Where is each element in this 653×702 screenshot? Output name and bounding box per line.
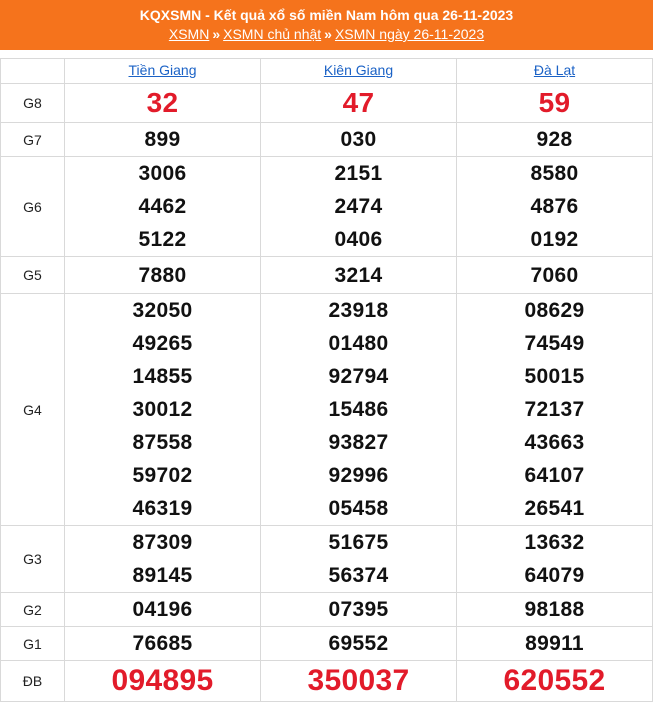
result-number: 30012 bbox=[132, 398, 193, 421]
result-number: 23918 bbox=[328, 299, 389, 322]
result-number: 47 bbox=[342, 87, 375, 118]
result-number: 030 bbox=[340, 128, 377, 151]
result-number: 89911 bbox=[525, 632, 584, 655]
result-cell bbox=[457, 84, 653, 123]
result-cell bbox=[65, 661, 261, 702]
result-number: 8580 bbox=[530, 162, 579, 185]
result-number: 50015 bbox=[524, 365, 585, 388]
result-cell bbox=[65, 593, 261, 627]
prize-row bbox=[1, 526, 653, 593]
result-cell bbox=[65, 123, 261, 157]
header-empty-cell bbox=[1, 59, 65, 84]
result-number: 93827 bbox=[328, 431, 389, 454]
result-number: 08629 bbox=[524, 299, 585, 322]
prize-row bbox=[1, 257, 653, 294]
result-number: 04196 bbox=[132, 598, 193, 621]
result-cell bbox=[65, 627, 261, 661]
prize-label: G1 bbox=[1, 627, 65, 661]
page-title: KQXSMN - Kết quả xổ số miền Nam hôm qua 26-11-2023 bbox=[139, 7, 514, 23]
result-number: 5122 bbox=[138, 228, 187, 251]
province-link-kien-giang[interactable]: Kiên Giang bbox=[323, 62, 394, 78]
result-number: 92996 bbox=[328, 464, 389, 487]
result-cell bbox=[261, 661, 457, 702]
result-cell bbox=[457, 257, 653, 294]
result-cell bbox=[457, 294, 653, 526]
prize-label: ĐB bbox=[1, 661, 65, 702]
result-number: 26541 bbox=[524, 497, 585, 520]
breadcrumb-xsmn-sunday[interactable]: XSMN chủ nhật bbox=[223, 26, 322, 42]
breadcrumb-separator: » bbox=[324, 26, 332, 42]
result-cell bbox=[261, 526, 457, 593]
result-number: 928 bbox=[536, 128, 573, 151]
result-number: 01480 bbox=[328, 332, 389, 355]
prize-row bbox=[1, 84, 653, 123]
result-number: 32050 bbox=[132, 299, 193, 322]
page-header bbox=[0, 0, 653, 50]
breadcrumb-xsmn-date[interactable]: XSMN ngày 26-11-2023 bbox=[334, 26, 485, 42]
province-link-da-lat[interactable]: Đà Lạt bbox=[533, 62, 576, 78]
result-cell bbox=[261, 157, 457, 257]
result-number: 14855 bbox=[132, 365, 193, 388]
result-number: 74549 bbox=[524, 332, 585, 355]
result-number: 59 bbox=[538, 87, 571, 118]
result-number: 46319 bbox=[132, 497, 193, 520]
result-cell bbox=[261, 627, 457, 661]
result-number: 13632 bbox=[524, 531, 585, 554]
result-number: 2474 bbox=[334, 195, 383, 218]
result-number: 76685 bbox=[132, 632, 193, 655]
result-number: 69552 bbox=[328, 632, 389, 655]
result-cell bbox=[65, 294, 261, 526]
result-number: 05458 bbox=[328, 497, 389, 520]
result-cell bbox=[65, 526, 261, 593]
result-cell bbox=[457, 123, 653, 157]
special-prize-number: 350037 bbox=[307, 664, 410, 697]
result-number: 07395 bbox=[328, 598, 389, 621]
breadcrumb-xsmn[interactable]: XSMN bbox=[168, 26, 210, 42]
result-cell bbox=[65, 157, 261, 257]
result-cell bbox=[457, 627, 653, 661]
result-cell bbox=[261, 257, 457, 294]
result-number: 899 bbox=[144, 128, 181, 151]
prize-row bbox=[1, 123, 653, 157]
prize-label: G4 bbox=[1, 294, 65, 526]
result-number: 2151 bbox=[334, 162, 383, 185]
province-header-cell bbox=[457, 59, 653, 84]
result-cell bbox=[261, 84, 457, 123]
result-cell bbox=[457, 593, 653, 627]
result-number: 4876 bbox=[530, 195, 579, 218]
result-number: 7880 bbox=[138, 263, 187, 287]
result-number: 98188 bbox=[524, 598, 585, 621]
result-number: 87309 bbox=[132, 531, 193, 554]
result-number: 92794 bbox=[328, 365, 389, 388]
result-cell bbox=[457, 526, 653, 593]
result-number: 3214 bbox=[334, 263, 383, 287]
result-number: 4462 bbox=[138, 195, 187, 218]
prize-label: G3 bbox=[1, 526, 65, 593]
prize-row bbox=[1, 294, 653, 526]
special-prize-number: 620552 bbox=[503, 664, 606, 697]
table-header-row bbox=[1, 59, 653, 84]
result-number: 64079 bbox=[524, 564, 585, 587]
result-cell bbox=[261, 593, 457, 627]
prize-label: G5 bbox=[1, 257, 65, 294]
result-number: 32 bbox=[146, 87, 179, 118]
province-header-cell bbox=[261, 59, 457, 84]
prize-row bbox=[1, 593, 653, 627]
prize-label: G8 bbox=[1, 84, 65, 123]
result-number: 15486 bbox=[328, 398, 389, 421]
prize-label: G7 bbox=[1, 123, 65, 157]
prize-label: G6 bbox=[1, 157, 65, 257]
result-number: 64107 bbox=[524, 464, 585, 487]
result-cell bbox=[457, 157, 653, 257]
result-cell bbox=[261, 123, 457, 157]
breadcrumb bbox=[0, 25, 653, 43]
results-table bbox=[0, 58, 653, 702]
prize-row bbox=[1, 661, 653, 702]
result-number: 7060 bbox=[530, 263, 579, 287]
prize-row bbox=[1, 157, 653, 257]
result-cell bbox=[65, 257, 261, 294]
result-number: 56374 bbox=[328, 564, 389, 587]
result-number: 59702 bbox=[132, 464, 193, 487]
breadcrumb-separator: » bbox=[212, 26, 221, 42]
result-cell bbox=[261, 294, 457, 526]
result-cell bbox=[65, 84, 261, 123]
result-number: 0192 bbox=[530, 228, 579, 251]
prize-label: G2 bbox=[1, 593, 65, 627]
result-number: 0406 bbox=[334, 228, 383, 251]
result-number: 43663 bbox=[524, 431, 585, 454]
result-number: 51675 bbox=[328, 531, 389, 554]
province-header-cell bbox=[65, 59, 261, 84]
province-link-tien-giang[interactable]: Tiền Giang bbox=[128, 62, 197, 78]
result-number: 49265 bbox=[132, 332, 193, 355]
result-number: 89145 bbox=[132, 564, 193, 587]
prize-row bbox=[1, 627, 653, 661]
result-number: 3006 bbox=[138, 162, 187, 185]
special-prize-number: 094895 bbox=[111, 664, 214, 697]
result-number: 72137 bbox=[524, 398, 585, 421]
result-number: 87558 bbox=[132, 431, 193, 454]
result-cell bbox=[457, 661, 653, 702]
